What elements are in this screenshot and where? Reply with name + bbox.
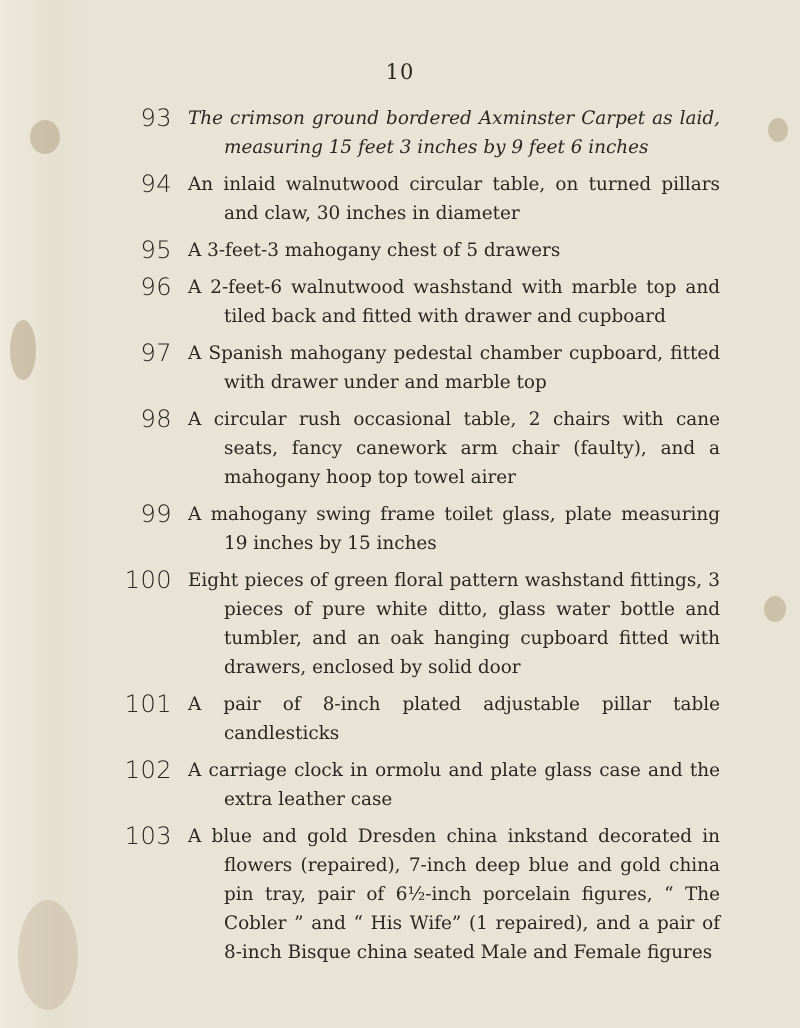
lot-number: 96	[140, 273, 172, 301]
lot-description: A mahogany swing frame toilet glass, plate measuring 19 inches by 15 inches	[188, 504, 720, 554]
foxing-stain	[18, 900, 78, 1010]
lot-description: A carriage clock in ormolu and plate glass case and the extra leather case	[188, 760, 720, 810]
lot-number: 94	[140, 170, 172, 198]
lot-number: 97	[140, 339, 172, 367]
lot-number: 99	[140, 500, 172, 528]
lot-number: 100	[124, 566, 172, 594]
lot-description: A Spanish mahogany pedestal chamber cupboard, fitted with drawer under and marble top	[188, 343, 720, 393]
lot-description: A pair of 8-inch plated adjustable pillar table candlesticks	[188, 694, 720, 744]
lot-description: A circular rush occasional table, 2 chairs with cane seats, fancy canework arm chair (faulty), and a mahogany hoop top towel airer	[188, 409, 720, 488]
foxing-stain	[768, 118, 788, 142]
lot-description: The crimson ground bordered Axminster Carpet as laid, measuring 15 feet 3 inches by 9 feet 6 inches	[188, 108, 720, 158]
page-edge	[0, 0, 92, 1028]
lot-description: Eight pieces of green floral pattern washstand fittings, 3 pieces of pure white ditto, glass water bottle and tumbler, and an oak hanging cupboard fitted with drawers, enclosed by solid door	[188, 570, 720, 678]
lot-number: 103	[124, 822, 172, 850]
lot-number: 93	[140, 104, 172, 132]
lot-number: 101	[124, 690, 172, 718]
page-number: 10	[385, 60, 415, 84]
foxing-stain	[764, 596, 786, 622]
lot-description: A 2-feet-6 walnutwood washstand with marble top and tiled back and fitted with drawer and cupboard	[188, 277, 720, 327]
lot-number: 98	[140, 405, 172, 433]
lot-number: 102	[124, 756, 172, 784]
foxing-stain	[30, 120, 60, 154]
lot-description: A blue and gold Dresden china inkstand decorated in flowers (repaired), 7-inch deep blue and gold china pin tray, pair of 6½-inch porcelain figures, “ The Cobler ” and “ His Wife” (1 repaired), and a pair of 8-inch Bisque china seated Male and Female figures	[188, 826, 720, 963]
foxing-stain	[10, 320, 36, 380]
lot-description: An inlaid walnutwood circular table, on turned pillars and claw, 30 inches in diameter	[188, 174, 720, 224]
lot-description: A 3-feet-3 mahogany chest of 5 drawers	[188, 240, 561, 261]
lot-number: 95	[140, 236, 172, 264]
